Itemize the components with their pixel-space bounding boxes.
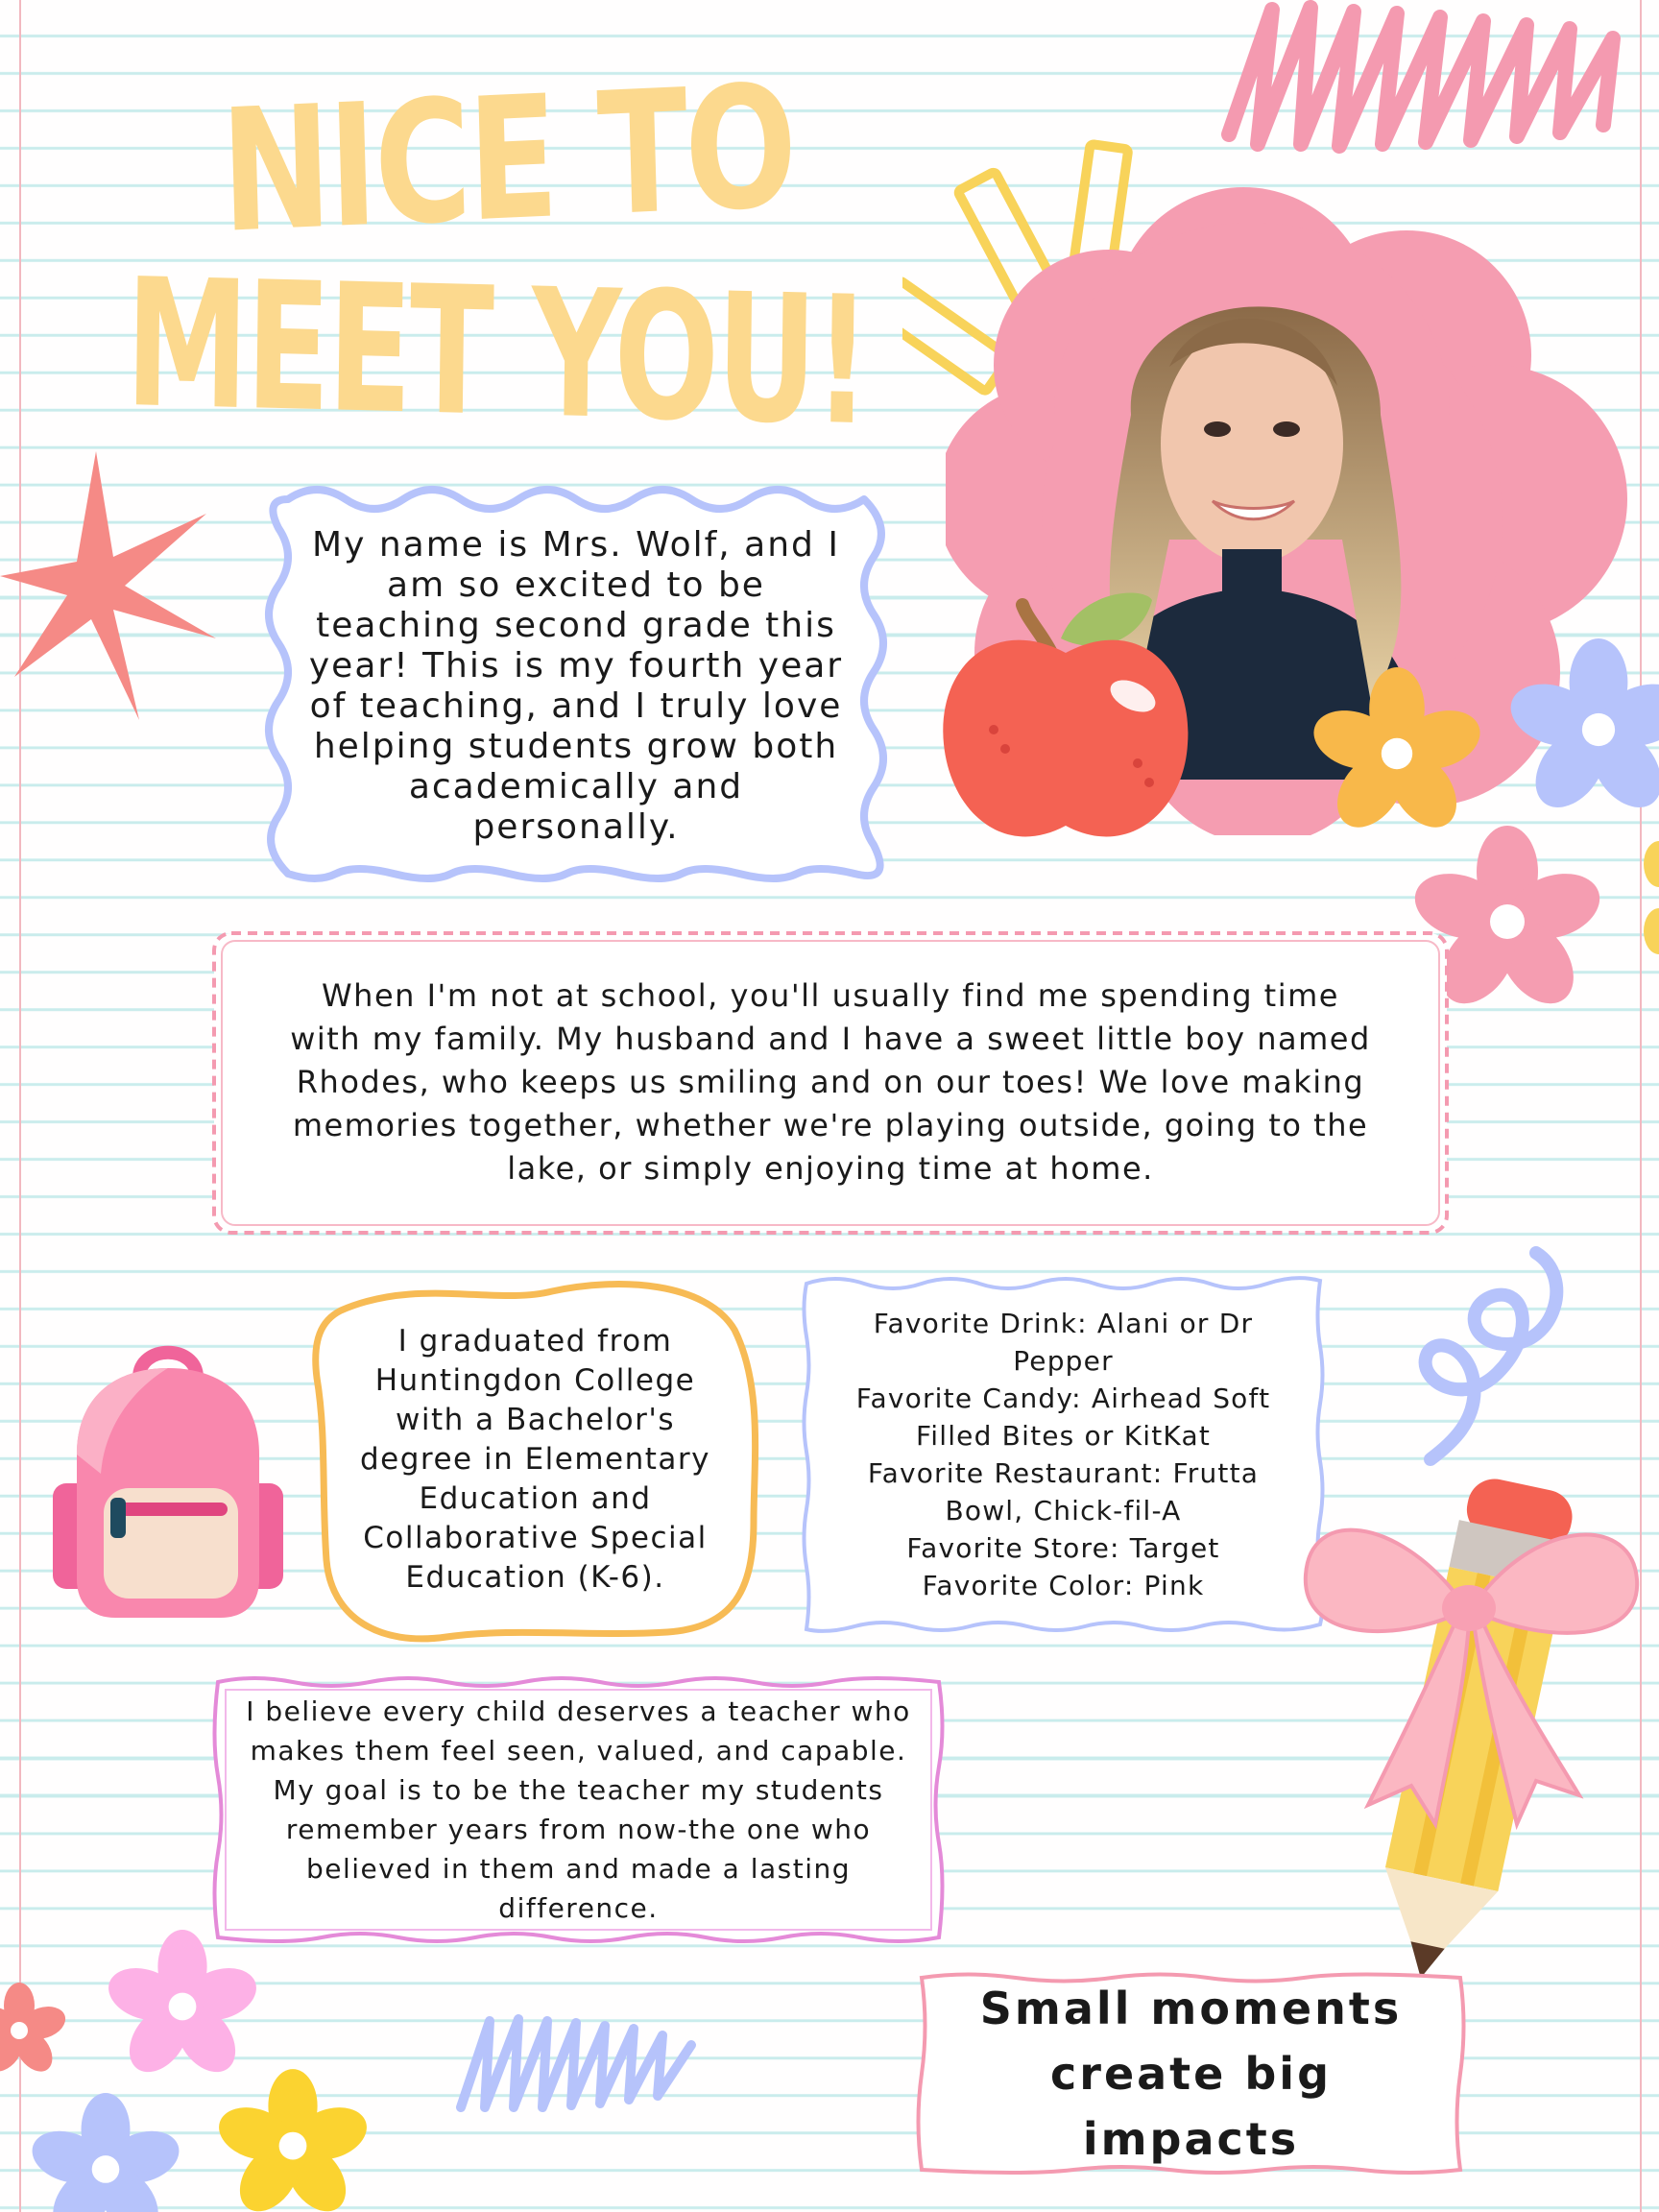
intro-card xyxy=(259,480,893,893)
philosophy-card xyxy=(206,1671,950,1949)
quote-text: Small moments create big impacts xyxy=(979,1983,1403,2165)
favorites-list xyxy=(829,1305,1299,1604)
flower-periwinkle-icon xyxy=(29,2093,182,2212)
flower-yellow-icon xyxy=(216,2069,370,2212)
pink-scribble-icon xyxy=(1219,0,1642,154)
favorite-store: Favorite Store: Target xyxy=(906,1531,1220,1564)
pencil-with-bow-icon xyxy=(1291,1459,1647,1997)
notebook-margin-left xyxy=(19,0,21,2212)
favorite-drink: Favorite Drink: Alani or Dr Pepper xyxy=(873,1307,1254,1377)
flower-blue-icon xyxy=(1507,638,1659,821)
blue-curl-icon xyxy=(1392,1238,1575,1469)
favorite-candy: Favorite Candy: Airhead Soft Filled Bites or KitKat xyxy=(855,1382,1271,1452)
flower-orange-icon xyxy=(1310,667,1483,840)
philosophy-text: I believe every child deserves a teacher who makes them feel seen, valued, and capable. My goal is to be the teacher my students remember years from now-the one who believed in them and made a lasting difference. xyxy=(246,1695,911,1924)
blue-scribble-icon xyxy=(451,2011,701,2117)
flower-light-pink-icon xyxy=(106,1930,259,2083)
backpack-icon xyxy=(48,1339,288,1618)
page-title-line2: MEET YOU! xyxy=(124,241,870,466)
starburst-icon xyxy=(0,442,221,730)
flower-coral-icon xyxy=(0,1954,96,2107)
intro-text: My name is Mrs. Wolf, and I am so excited to be teaching second grade this year! This is my fourth year of teaching, and I truly love helping students grow both academically and personally. xyxy=(308,525,844,847)
favorite-restaurant: Favorite Restaurant: Frutta Bowl, Chick-fil-A xyxy=(867,1456,1260,1527)
family-text: When I'm not at school, you'll usually find me spending time with my family. My husband and I have a sweet little boy named Rhodes, who keeps us smiling and on our toes! We love making memories together, whether we're playing outside, going to the lake, or simply enjoying time at home. xyxy=(290,977,1371,1187)
quote-card xyxy=(910,1968,1472,2179)
favorites-card xyxy=(797,1269,1330,1639)
flower-yellow-edge-icon xyxy=(1632,835,1659,970)
education-card xyxy=(302,1272,768,1647)
page-title-line1: NICE TO xyxy=(218,48,797,271)
apple-icon xyxy=(936,581,1195,850)
education-text: I graduated from Huntingdon College with a Bachelor's degree in Elementary Education and Collaborative Special Education (K-6). xyxy=(359,1323,711,1595)
favorite-color: Favorite Color: Pink xyxy=(922,1569,1205,1601)
family-card xyxy=(206,922,1455,1243)
